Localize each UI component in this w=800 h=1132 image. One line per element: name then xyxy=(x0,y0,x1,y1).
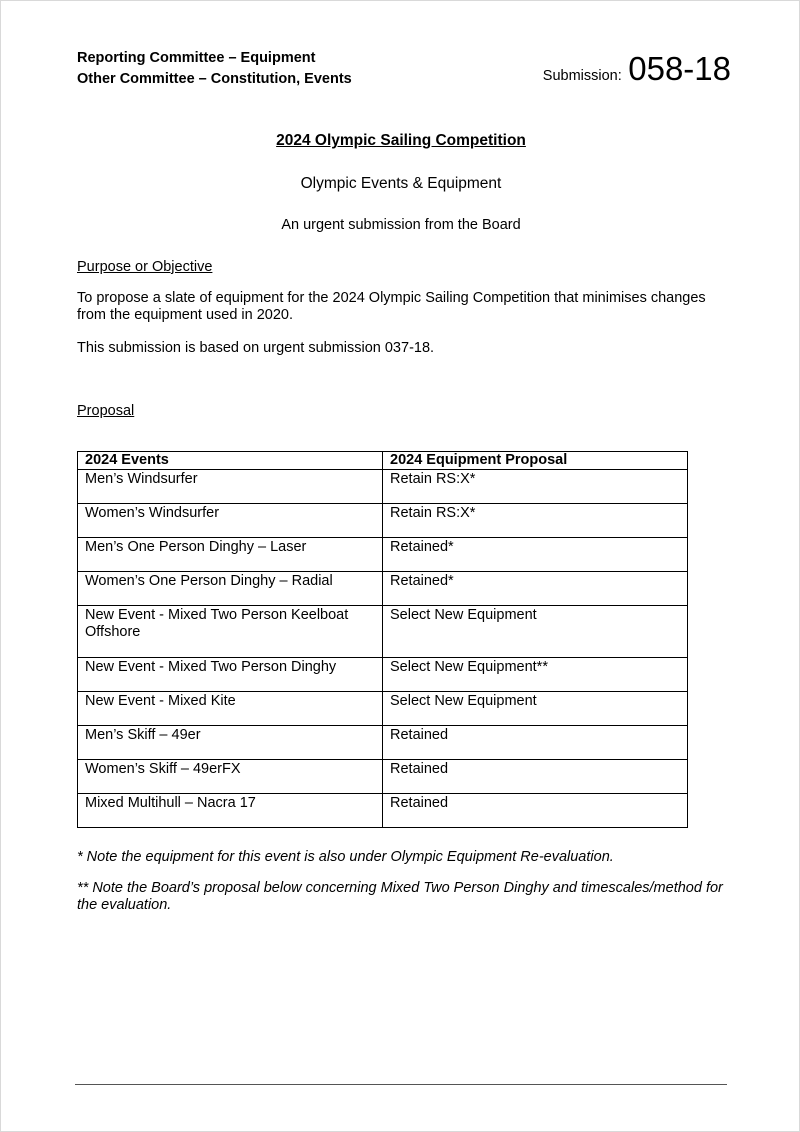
event-cell: Women’s One Person Dinghy – Radial xyxy=(78,572,383,606)
committee-block xyxy=(77,48,352,90)
column-header-events: 2024 Events xyxy=(78,452,383,470)
event-cell: New Event - Mixed Kite xyxy=(78,692,383,726)
table-row xyxy=(78,538,688,572)
event-cell: Men’s Skiff – 49er xyxy=(78,726,383,760)
table-row xyxy=(78,572,688,606)
equipment-cell: Select New Equipment xyxy=(383,692,688,726)
table-row xyxy=(78,504,688,538)
event-cell: New Event - Mixed Two Person Keelboat Offshore xyxy=(78,606,383,658)
event-cell: Men’s One Person Dinghy – Laser xyxy=(78,538,383,572)
equipment-cell: Retain RS:X* xyxy=(383,504,688,538)
footer-divider xyxy=(75,1084,727,1085)
submission-id xyxy=(543,50,731,88)
table-row xyxy=(78,794,688,828)
equipment-cell: Retained* xyxy=(383,538,688,572)
document-title: 2024 Olympic Sailing Competition xyxy=(276,132,526,149)
proposal-table xyxy=(77,451,688,828)
submission-origin: An urgent submission from the Board xyxy=(281,217,521,233)
event-cell: Women’s Skiff – 49erFX xyxy=(78,760,383,794)
submission-label: Submission: xyxy=(542,68,622,84)
other-committee: Other Committee – Constitution, Events xyxy=(77,71,352,87)
table-row xyxy=(78,692,688,726)
equipment-cell: Retained xyxy=(383,726,688,760)
event-cell: Men’s Windsurfer xyxy=(78,470,383,504)
submission-number: 058-18 xyxy=(628,50,731,87)
column-header-equipment: 2024 Equipment Proposal xyxy=(383,452,688,470)
event-cell: New Event - Mixed Two Person Dinghy xyxy=(78,658,383,692)
equipment-cell: Retained xyxy=(383,760,688,794)
table-row xyxy=(78,658,688,692)
equipment-cell: Retain RS:X* xyxy=(383,470,688,504)
footnote-double-asterisk: ** Note the Board’s proposal below concerning Mixed Two Person Dinghy and timescales/method for the evaluation. xyxy=(77,880,723,913)
event-cell: Mixed Multihull – Nacra 17 xyxy=(78,794,383,828)
equipment-cell: Retained* xyxy=(383,572,688,606)
event-cell: Women’s Windsurfer xyxy=(78,504,383,538)
table-row xyxy=(78,606,688,658)
purpose-paragraph-1: To propose a slate of equipment for the 2024 Olympic Sailing Competition that minimises changes from the equipment used in 2020. xyxy=(77,290,706,323)
footnote-single-asterisk: * Note the equipment for this event is also under Olympic Equipment Re-evaluation. xyxy=(77,849,614,865)
table-row xyxy=(78,760,688,794)
equipment-cell: Retained xyxy=(383,794,688,828)
table-header-row xyxy=(78,452,688,470)
equipment-cell: Select New Equipment xyxy=(383,606,688,658)
table-row xyxy=(78,470,688,504)
purpose-heading: Purpose or Objective xyxy=(77,259,213,275)
document-subtitle: Olympic Events & Equipment xyxy=(300,175,502,192)
proposal-heading: Proposal xyxy=(77,403,135,419)
purpose-paragraph-2: This submission is based on urgent submission 037-18. xyxy=(77,340,435,356)
table-row xyxy=(78,726,688,760)
reporting-committee: Reporting Committee – Equipment xyxy=(77,50,316,66)
equipment-cell: Select New Equipment** xyxy=(383,658,688,692)
